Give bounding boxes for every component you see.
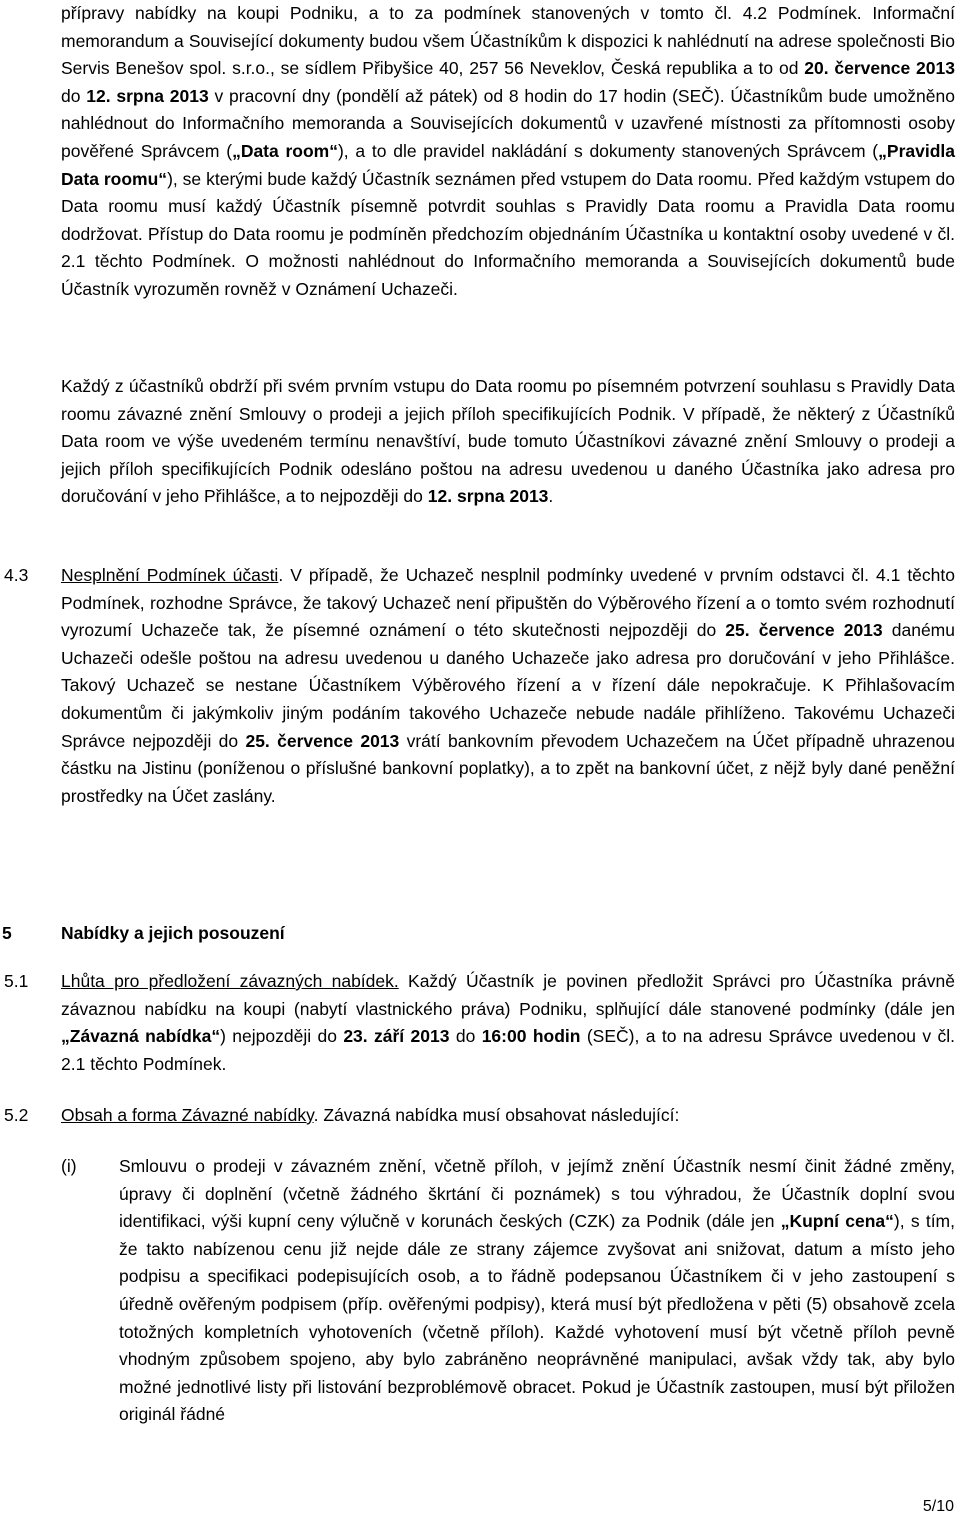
date-text: 25. července 2013 — [725, 620, 883, 641]
text-run: do — [61, 85, 87, 106]
section-title: Nesplnění Podmínek účasti — [61, 565, 279, 585]
text-run: Každý z účastníků obdrží při svém prvním vstupu do Data roomu po písemném potvrzení souhlasu s Pravidly Data roomu závazné znění Smlouvy o prodeji a jejich příloh specifikujících Podnik. V případě, že některý z Účastníků Data room ve výše uvedeném termínu nenavštíví, bude tomuto Účastníkovi závazné znění Smlouvy o prodeji a jejich příloh specifikujících Podnik odesláno poštou na adresu uvedenou u daného Účastníka jako adresa pro doručování v jeho Přihlášce, a to nejpozději do — [61, 376, 955, 507]
text-run: do — [449, 1026, 482, 1047]
text-run: přípravy nabídky na koupi Podniku, a to za podmínek stanovených v tomto čl. 4.2 Podmínek. Informační memorandum a Související dokumenty budou všem Účastníkům k dispozici k nahlédnutí na adrese společnosti Bio Servis Benešov spol. s.r.o., se sídlem Přibyšice 40, 257 56 Neveklov, Česká republika a to od — [61, 3, 955, 79]
text-run: . V případě, že Uchazeč nesplnil podmínky uvedené v prvním odstavci čl. 4.1 těchto Podmínek, rozhodne Správce, že takový Uchazeč není připuštěn do Výběrového řízení a o tomto svém rozhodnutí vyrozumí Uchazeče tak, že písemné oznámení o této skutečnosti nejpozději do — [61, 565, 955, 641]
date-text: 12. srpna 2013 — [427, 486, 549, 507]
text-run: v pracovní dny (pondělí až pátek) od 8 hodin do 17 hodin (SEČ). Účastníkům bude umožněno nahlédnout do Informačního memoranda a Souvisejících dokumentů v uzavřené místnosti za přítomnosti osoby pověřené Správcem ( — [61, 85, 955, 161]
text-run: . — [548, 486, 554, 507]
text-run: . Závazná nabídka musí obsahovat následující: — [313, 1105, 680, 1125]
section-5-2-paragraph — [61, 1102, 955, 1130]
text-run: Každý Účastník je povinen předložit Správci pro Účastníka právně závaznou nabídku na koupi (nabytí vlastnického práva) Podniku, splňující dále stanovené podmínky (dále jen — [61, 971, 955, 1019]
date-text: 25. července 2013 — [245, 730, 400, 751]
text-run: ) nejpozději do — [220, 1026, 344, 1047]
section-number: 4.3 — [4, 565, 29, 585]
section-5-1-paragraph — [61, 968, 955, 1078]
section-4-3-paragraph — [61, 562, 955, 810]
text-run: ), a to dle pravidel nakládání s dokumenty stanovených Správcem ( — [337, 140, 879, 161]
data-room-paragraph — [61, 373, 955, 511]
list-marker: (i) — [61, 1156, 77, 1176]
defined-term: „Závazná nabídka“ — [61, 1026, 221, 1047]
section-title: Obsah a forma Závazné nabídky — [61, 1105, 314, 1125]
defined-term: „Data room“ — [232, 140, 338, 161]
text-run: vrátí bankovním převodem Uchazečem na Účet případně uhrazenou částku na Jistinu (poníženou o příslušné bankovní poplatky), a to zpět na bankovní účet, z nějž byly dané peněžní prostředky na Účet zaslány. — [61, 730, 955, 806]
section-title: Nabídky a jejich posouzení — [61, 923, 285, 943]
text-run: ), se kterými bude každý Účastník seznámen před vstupem do Data roomu. Před každým vstupem do Data roomu musí každý Účastník písemně potvrdit souhlas s Pravidly Data roomu a Pravidla Data roomu dodržovat. Přístup do Data roomu je podmíněn předchozím objednáním Účastníka u kontaktní osoby uvedené v čl. 2.1 těchto Podmínek. O možnosti nahlédnout do Informačního memoranda a Souvisejících dokumentů bude Účastník vyrozuměn rovněž v Oznámení Uchazeči. — [61, 168, 955, 299]
list-item — [119, 1153, 955, 1429]
date-text: 20. července 2013 — [804, 58, 955, 79]
section-title: Lhůta pro předložení závazných nabídek. — [61, 971, 399, 991]
date-text: 12. srpna 2013 — [86, 85, 209, 106]
defined-term: „Pravidla Data roomu“ — [61, 140, 955, 189]
text-run: Smlouvu o prodeji v závazném znění, včetně příloh, v jejímž znění Účastník nesmí činit žádné změny, úpravy či doplnění (včetně žádného škrtání či poznámek) s tou výhradou, že Účastník doplní svou identifikaci, výši kupní ceny výlučně v korunách českých (CZK) za Podnik (dále jen — [119, 1156, 955, 1232]
section-number: 5.2 — [4, 1105, 29, 1125]
date-text: 23. září 2013 — [343, 1026, 450, 1047]
defined-term: „Kupní cena“ — [780, 1211, 894, 1232]
text-run: danému Uchazeči odešle poštou na adresu uvedenou u daného Uchazeče jako adresa pro doručování v jeho Přihlášce. Takový Uchazeč se nestane Účastníkem Výběrového řízení a v řízení dále nepokračuje. K Přihlašovacím dokumentům či jakýmkoliv jiným podáním takového Uchazeče nebude nadále přihlíženo. Takovému Uchazeči Správce nejpozději do — [61, 620, 955, 751]
text-run: ), s tím, že takto nabízenou cenu již nejde dále ze strany zájemce zvyšovat ani snižovat, datum a místo jeho podpisu a specifikaci podepisujících osob, a to řádně podepsanou Účastníkem či v jeho zastoupení s úředně ověřeným podpisem (příp. ověřenými podpisy), která musí být předložena v pěti (5) obsahově zcela totožných kompletních vyhotoveních (včetně příloh). Každé vyhotovení musí být včetně příloh pevně vhodným způsobem spojeno, aby bylo zabráněno neoprávněné manipulaci, avšak vždy tak, aby bylo možné jednotlivé listy při listování bezproblémově obracet. Pokud je Účastník zastoupen, musí být přiložen originál řádné — [119, 1211, 955, 1425]
page-number: 5/10 — [922, 1498, 954, 1515]
time-text: 16:00 hodin — [481, 1026, 581, 1047]
intro-paragraph — [61, 0, 955, 304]
section-number: 5 — [2, 923, 12, 943]
text-run: (SEČ), a to na adresu Správce uvedenou v čl. 2.1 těchto Podmínek. — [61, 1026, 955, 1074]
section-number: 5.1 — [4, 971, 29, 991]
